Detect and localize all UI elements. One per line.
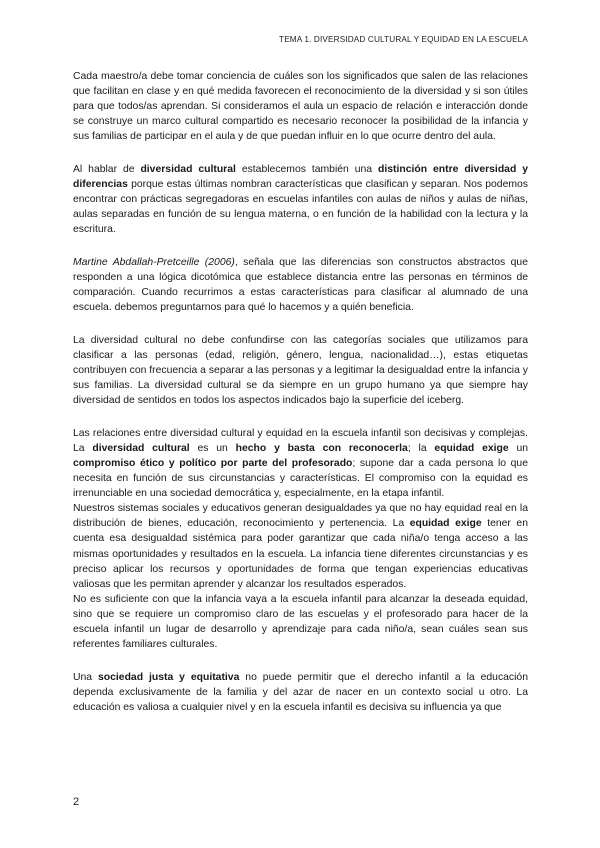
bold-term: equidad exige xyxy=(409,518,482,530)
bold-term: hecho y basta con reconocerla xyxy=(235,442,408,454)
text-span: porque estas últimas nombran características que clasifican y separan. Nos podemos encontrar con prácticas segregadoras en escuelas infantiles con aulas de niños y aulas de niñas, aulas separadas en función de su lengua materna, o en función de la habilidad con la lectura y la escritura. xyxy=(73,179,528,236)
text-span: Las relaciones entre diversidad cultural y equidad en la escuela infantil son decisivas y complejas. La xyxy=(73,427,528,454)
text-span: Nuestros sistemas sociales y educativos generan desigualdades ya que no hay equidad real en la distribución de bienes, educación, reconocimiento y pertenencia. La xyxy=(73,503,528,530)
text-span: establecemos también una xyxy=(235,163,378,175)
text-span: Una xyxy=(73,671,98,683)
bold-term: compromiso ético y político por parte del profesorado xyxy=(73,457,353,469)
citation-author: Martine Abdallah-Pretceille (2006) xyxy=(73,256,235,268)
bold-term: equidad exige xyxy=(434,442,509,454)
text-span: un xyxy=(508,442,529,454)
text-span: es un xyxy=(189,442,236,454)
running-header: TEMA 1. DIVERSIDAD CULTURAL Y EQUIDAD EN LA ESCUELA xyxy=(279,35,528,44)
paragraph-7: No es suficiente con que la infancia vaya a la escuela infantil para alcanzar la deseada equidad, sino que se requiere un compromiso claro de las escuelas y el profesorado para hacer de la escuela infantil un lugar de desarrollo y aprendizaje para cada niño/a, sean cuáles sean sus referentes familiares culturales. xyxy=(73,593,528,651)
bold-term: sociedad justa y equitativa xyxy=(98,671,240,683)
paragraph-1: Cada maestro/a debe tomar conciencia de cuáles son los significados que salen de las relaciones que facilitan en clase y en qué medida favorecen el reconocimiento de la diversidad y si son útiles para que todos/as aprendan. Si consideramos el aula un espacio de relación e interacción donde se construye un marco cultural compartido es necesario reconocer la posibilidad de la infancia y sus familias de participar en el aula y de que puedan influir en lo que ocurre dentro del aula. xyxy=(73,71,528,143)
page-number: 2 xyxy=(73,796,80,808)
paragraph-5 xyxy=(73,426,528,501)
document-body xyxy=(73,69,528,732)
text-span: ; la xyxy=(407,442,435,454)
bold-term: distinción entre diversidad y diferencias xyxy=(73,163,528,191)
text-span: , señala que las diferencias son constructos abstractos que responden a una lógica dicotómica que establece distancia entre las personas en términos de comparación. Cuando recurrimos a estas características para clasificar al alumnado de una escuela. debemos preguntarnos para qué lo hacemos y a quién beneficia. xyxy=(73,256,528,314)
bold-term: diversidad cultural xyxy=(140,163,236,175)
text-span: Al hablar de xyxy=(73,163,141,175)
paragraph-6 xyxy=(73,501,528,592)
text-span: tener en cuenta esa desigualdad sistémica para poder garantizar que cada niña/o tenga acceso a las mismas oportunidades y resultados en la escuela. La infancia tiene diferentes circunstancias y es preciso aplicar los recursos y oportunidades de forma que tengan experiencias educativas valiosas que les permitan aprender y alcanzar los resultados esperados. xyxy=(73,518,528,590)
paragraph-3 xyxy=(73,255,528,315)
text-span: ; supone dar a cada persona lo que necesita en función de sus circunstancias y características. El compromiso con la equidad es irrenunciable en una sociedad democrática y, especialmente, en la etapa infantil. xyxy=(73,457,528,500)
paragraph-4: La diversidad cultural no debe confundirse con las categorías sociales que utilizamos para clasificar a las personas (edad, religión, género, lengua, nacionalidad…), estas etiquetas contribuyen con frecuencia a separar a las personas y a legitimar la desigualdad entre la infancia y sus familias. La diversidad cultural se da siempre en un grupo humano ya que siempre hay diversidad de sentidos en todos los aspectos indicados bajo la superficie del iceberg. xyxy=(73,334,528,407)
paragraph-8 xyxy=(73,670,528,715)
paragraph-2 xyxy=(73,162,528,237)
text-span: no puede permitir que el derecho infantil a la educación dependa exclusivamente de la familia y del azar de nacer en un contexto social u otro. La educación es valiosa a cualquier nivel y en la escuela infantil es decisiva su influencia ya que xyxy=(73,671,528,713)
bold-term: diversidad cultural xyxy=(92,442,190,454)
